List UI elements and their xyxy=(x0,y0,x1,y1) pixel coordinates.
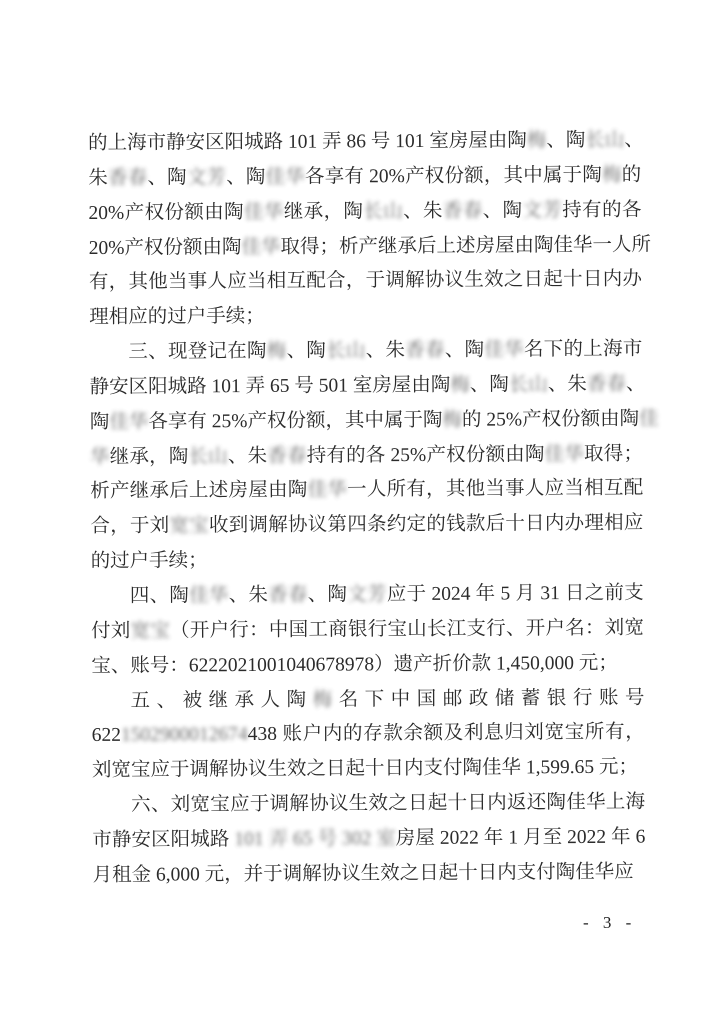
redacted-text: 香春 xyxy=(267,445,307,467)
redacted-text: 梅 xyxy=(526,130,547,152)
text-line xyxy=(89,402,659,440)
text-line xyxy=(92,751,645,789)
text-run: 、朱 xyxy=(227,445,268,467)
text-line xyxy=(89,263,642,301)
text-run: 继承，陶 xyxy=(283,201,364,223)
redacted-text: 香春 xyxy=(268,584,308,606)
redacted-text: 佳华 xyxy=(189,585,229,607)
redacted-text: 佳华 xyxy=(307,479,348,502)
text-line xyxy=(92,820,645,858)
text-run: 理相应的过户手续； xyxy=(89,306,265,329)
text-run: 各享有 25%产权份额，其中属于陶 xyxy=(148,409,443,433)
redacted-text: 长山 xyxy=(326,340,366,362)
redacted-text: 佳华 xyxy=(265,166,306,188)
redacted-text: 佳华 xyxy=(484,339,525,361)
redacted-text: 梅 xyxy=(266,340,287,362)
redacted-text: 1502900012674 xyxy=(120,724,248,747)
paragraph xyxy=(91,681,645,789)
text-line xyxy=(88,158,641,196)
text-line xyxy=(89,368,646,406)
text-line xyxy=(89,298,642,336)
text-line xyxy=(90,437,643,475)
redacted-text: 长山 xyxy=(585,129,625,151)
text-run: 、陶 xyxy=(307,584,348,606)
text-run: 、陶 xyxy=(147,167,187,189)
text-run: 一人所有，其他当事人应当相互配 xyxy=(347,478,644,501)
text-line xyxy=(90,507,643,545)
redacted-text: 梅 xyxy=(601,164,622,186)
text-run: 、朱 xyxy=(365,340,406,362)
text-line xyxy=(92,786,645,824)
text-run: 、陶 xyxy=(444,339,485,361)
text-run: 的上海市静安区阳城路 101 弄 86 号 101 室房屋由陶 xyxy=(88,130,527,154)
text-run: 取得；析产继承后上述房屋由陶佳华一人所 xyxy=(280,234,652,258)
text-line xyxy=(91,542,644,580)
text-run: 、陶 xyxy=(286,340,327,362)
text-run: 20%产权份额由陶 xyxy=(88,236,242,259)
text-run: 四、陶 xyxy=(129,585,190,607)
redacted-text: 文芳 xyxy=(347,584,387,606)
text-run: （开户行：中国工商银行宝山长江支行、开户名：刘宽 xyxy=(170,617,645,642)
text-run: 、朱 xyxy=(547,373,587,396)
paragraph xyxy=(91,577,645,685)
text-line xyxy=(88,228,652,266)
redacted-text: 长山 xyxy=(363,200,404,223)
text-line xyxy=(90,472,643,510)
redacted-text: 文芳 xyxy=(186,167,227,189)
paragraph xyxy=(92,786,646,894)
text-run: 、陶 xyxy=(482,200,523,222)
page-number: - 3 - xyxy=(583,913,637,932)
text-run: 三、现登记在陶 xyxy=(128,340,267,363)
text-line xyxy=(91,611,644,649)
text-run: 、朱 xyxy=(228,584,269,607)
text-run: 静安区阳城路 101 弄 65 号 501 室房屋由陶 xyxy=(89,374,451,398)
text-run: 陶 xyxy=(89,411,110,433)
text-line xyxy=(89,333,642,371)
text-run: 持有的各 xyxy=(562,199,642,221)
redacted-text: 华 xyxy=(89,446,110,468)
text-line xyxy=(88,124,644,162)
text-run: 持有的各 25%产权份额由陶 xyxy=(306,443,545,467)
text-run: 有，其他当事人应当相互配合，于调解协议生效之日起十日内办 xyxy=(88,268,643,294)
redacted-text: 香春 xyxy=(107,167,148,189)
text-run: 宝、账号：6222021001040678978）遗产折价款 1,450,000 元； xyxy=(91,652,618,677)
text-line xyxy=(91,577,644,615)
document-body xyxy=(88,124,659,894)
text-line xyxy=(92,716,645,754)
text-run: 、 xyxy=(624,129,644,151)
text-run: 五、被继承人陶 xyxy=(130,689,313,712)
text-run: 继承，陶 xyxy=(109,445,189,468)
text-run: 月租金 6,000 元，并于调解协议生效之日起十日内支付陶佳华应 xyxy=(92,861,634,886)
redacted-text: 梅 xyxy=(442,409,463,431)
redacted-text: 香春 xyxy=(586,373,626,395)
redacted-text: 梅 xyxy=(312,688,339,711)
text-run: 、陶 xyxy=(546,129,586,152)
redacted-text: 佳华 xyxy=(544,443,585,465)
text-run: 20%产权份额由陶 xyxy=(88,201,245,224)
redacted-text: 长山 xyxy=(188,445,228,467)
text-run: 六、刘宽宝应于调解协议生效之日起十日内返还陶佳华上海 xyxy=(131,791,646,816)
redacted-text: 梅 xyxy=(450,374,470,396)
text-run: 、朱 xyxy=(403,200,443,222)
text-run: 刘宽宝应于调解协议生效之日起十日内支付陶佳华 1,599.65 元； xyxy=(91,756,639,782)
redacted-text: 佳华 xyxy=(243,201,284,223)
paragraph xyxy=(89,333,659,580)
text-line xyxy=(92,855,645,893)
redacted-text: 长山 xyxy=(508,374,548,396)
text-run: 名下的上海市 xyxy=(523,338,643,361)
redacted-text: 101 弄 65 号 302 室 xyxy=(234,828,396,850)
text-run: 各享有 20%产权份额，其中属于陶 xyxy=(304,164,603,188)
text-run: 438 账户内的存款余额及利息归刘宽宝所有， xyxy=(247,721,645,746)
text-run: 、陶 xyxy=(469,374,509,396)
text-line xyxy=(91,681,644,719)
paragraph xyxy=(88,124,652,336)
text-run: 名下中国邮政储蓄银行账号 xyxy=(338,687,645,710)
text-run: 收到调解协议第四条约定的钱款后十日内办理相应 xyxy=(208,512,644,537)
text-run: 市静安区阳城路 xyxy=(92,828,235,851)
redacted-text: 香春 xyxy=(405,339,445,362)
text-line xyxy=(88,193,641,231)
text-run: 合，于刘 xyxy=(90,515,170,538)
text-run: 付刘 xyxy=(91,620,131,642)
redacted-text: 佳华 xyxy=(241,236,281,258)
text-run: 、 xyxy=(625,373,646,395)
redacted-text: 佳 xyxy=(639,408,659,430)
text-line xyxy=(91,646,644,684)
text-run: 的 xyxy=(621,164,642,186)
text-run: 、陶 xyxy=(226,166,266,189)
text-run: 朱 xyxy=(88,167,109,189)
redacted-text: 佳华 xyxy=(109,411,149,433)
redacted-text: 宽宝 xyxy=(169,515,210,537)
text-run: 的 25%产权份额由陶 xyxy=(461,408,640,431)
text-run: 取得； xyxy=(583,443,643,465)
text-run: 析产继承后上述房屋由陶 xyxy=(90,480,308,503)
text-run: 应于 2024 年 5 月 31 日之前支 xyxy=(386,582,644,606)
redacted-text: 文芳 xyxy=(522,199,563,222)
text-run: 622 xyxy=(91,725,122,747)
text-run: 的过户手续； xyxy=(90,550,208,573)
text-run: 房屋 2022 年 1 月至 2022 年 6 xyxy=(395,826,646,850)
redacted-text: 宽宝 xyxy=(130,620,171,642)
redacted-text: 香春 xyxy=(442,200,483,222)
